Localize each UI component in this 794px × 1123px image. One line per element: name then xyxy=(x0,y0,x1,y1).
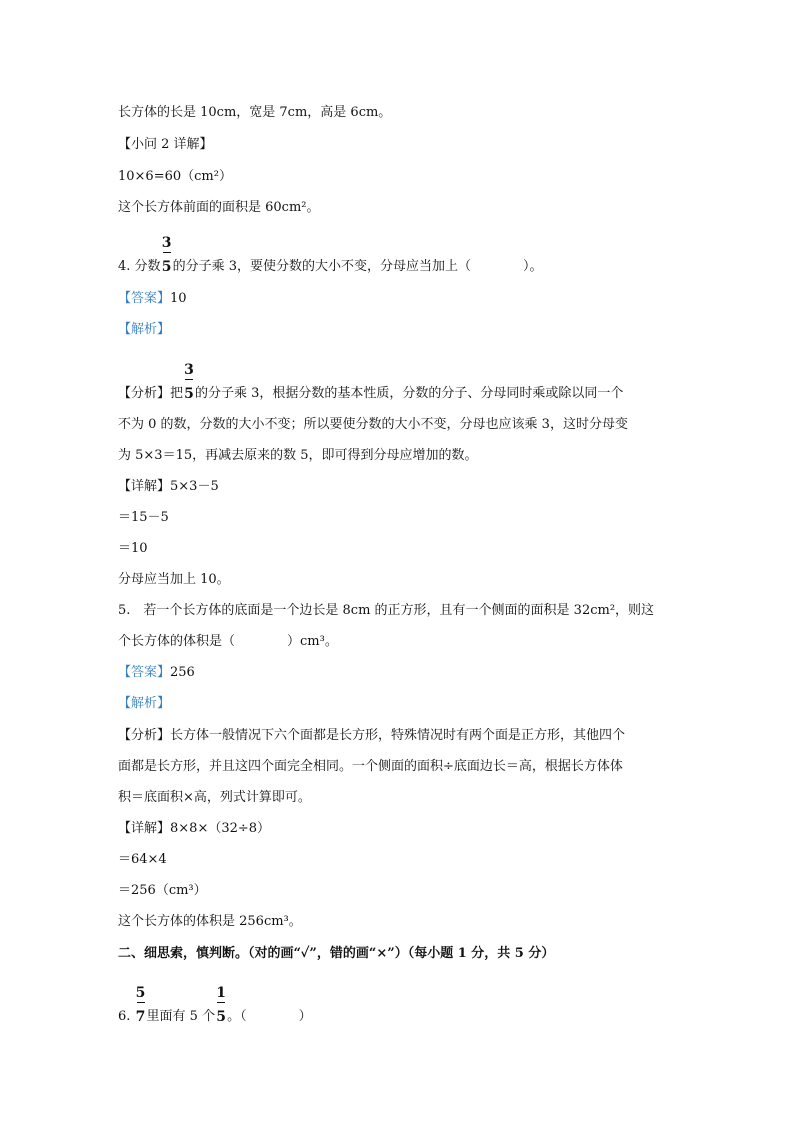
q4-frac-denominator: 5 xyxy=(161,259,172,275)
q6-frac2-denominator: 5 xyxy=(216,1009,226,1025)
q5-line1: 5. 若一个长方体的底面是一个边长是 8cm 的正方形，且有一个侧面的面积是 32cm²，则这 xyxy=(118,603,655,618)
fraction-bar xyxy=(185,379,193,380)
q4-answer xyxy=(118,290,187,308)
q4-fenxi-tag: 【分析】 xyxy=(118,386,171,401)
q5-fenxi-line1 xyxy=(118,727,625,745)
fraction-bar xyxy=(163,252,171,253)
q6-tail: 。（ ） xyxy=(227,1009,312,1024)
q4-xiangjie xyxy=(118,478,219,496)
q4-fenxi-frac-numerator: 3 xyxy=(184,362,194,378)
q5-answer xyxy=(118,664,195,682)
q6-frac1-denominator: 7 xyxy=(135,1009,146,1025)
q4-analysis-tag: 【解析】 xyxy=(118,322,171,337)
q4-step1: 5×3－5 xyxy=(170,479,219,494)
q3-dims-text: 长方体的长是 10cm，宽是 7cm，高是 6cm。 xyxy=(118,105,392,120)
q5-fenxi-line3: 积＝底面积×高，列式计算即可。 xyxy=(118,790,311,805)
q4-question xyxy=(118,235,543,276)
q5-conclusion: 这个长方体的体积是 256cm³。 xyxy=(118,914,302,929)
q4-number: 4. xyxy=(118,259,131,274)
q4-conclusion: 分母应当加上 10。 xyxy=(118,572,230,587)
q3-sub2-label: 【小问 2 详解】 xyxy=(118,137,213,152)
q5-answer-tag: 【答案】 xyxy=(118,665,171,680)
q4-step2: ＝15－5 xyxy=(118,510,169,525)
q4-fenxi-frac-denominator: 5 xyxy=(184,386,194,402)
q5-fenxi-line2: 面都是长方形，并且这四个面完全相同。一个侧面的面积÷底面边长＝高，根据长方体体 xyxy=(118,759,623,774)
q6-question xyxy=(118,985,312,1026)
q4-xiangjie-tag: 【详解】 xyxy=(118,479,171,494)
q4-prefix: 分数 xyxy=(134,259,161,274)
q6-frac2-numerator: 1 xyxy=(216,985,226,1001)
q4-frac-numerator: 3 xyxy=(161,235,172,251)
q6-number: 6. xyxy=(118,1009,131,1024)
q6-fraction-1 xyxy=(135,985,146,1026)
q4-fenxi-fraction xyxy=(184,362,194,403)
q6-frac1-numerator: 5 xyxy=(135,985,146,1001)
fraction-bar xyxy=(137,1002,145,1003)
q3-front-area-text: 这个长方体前面的面积是 60cm²。 xyxy=(118,200,320,215)
q4-step3: ＝10 xyxy=(118,541,148,556)
q6-fraction-2 xyxy=(216,985,226,1026)
q5-xiangjie xyxy=(118,820,270,838)
q5-xiangjie-tag: 【详解】 xyxy=(118,821,171,836)
q4-fenxi-line2: 不为 0 的数，分数的大小不变；所以要使分数的大小不变，分母也应该乘 3，这时分母变 xyxy=(118,417,628,432)
q4-question-rest: 的分子乘 3，要使分数的大小不变，分母应当加上（ ）。 xyxy=(172,259,543,274)
q5-line2: 个长方体的体积是（ ）cm³。 xyxy=(118,634,338,649)
q5-fenxi-line1-rest: 长方体一般情况下六个面都是长方形，特殊情况时有两个面是正方形，其他四个 xyxy=(170,728,626,743)
q4-fraction xyxy=(161,235,172,276)
q6-middle: 里面有 5 个 xyxy=(146,1009,216,1024)
fraction-bar xyxy=(217,1002,225,1003)
q4-fenxi-line1-rest: 的分子乘 3，根据分数的基本性质，分数的分子、分母同时乘或除以同一个 xyxy=(195,386,624,401)
q3-calc-text: 10×6=60（cm²） xyxy=(118,169,232,184)
section2-heading: 二、细思索，慎判断。（对的画“✓”，错的画“×”）（每小题 1 分，共 5 分） xyxy=(118,946,555,961)
q5-step1: 8×8×（32÷8） xyxy=(170,821,271,836)
q4-answer-tag: 【答案】 xyxy=(118,291,171,306)
q4-fenxi-line1 xyxy=(118,362,624,403)
q4-answer-value: 10 xyxy=(170,291,187,306)
q5-step3: ＝256（cm³） xyxy=(118,883,207,898)
q5-analysis-tag: 【解析】 xyxy=(118,696,171,711)
q5-step2: ＝64×4 xyxy=(118,852,167,867)
q5-answer-value: 256 xyxy=(170,665,195,680)
q5-fenxi-tag: 【分析】 xyxy=(118,728,171,743)
q4-fenxi-line3: 为 5×3＝15，再减去原来的数 5，即可得到分母应增加的数。 xyxy=(118,448,478,463)
q4-fenxi-pre: 把 xyxy=(170,386,184,401)
